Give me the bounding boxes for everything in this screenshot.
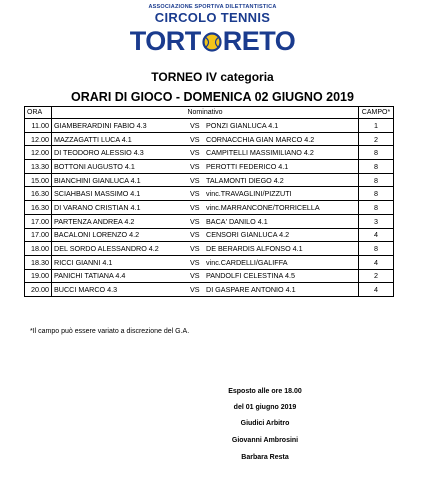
cell-campo: 1 bbox=[359, 119, 394, 133]
header-ora: ORA bbox=[25, 107, 52, 119]
tournament-title: TORNEO IV categoria bbox=[151, 70, 274, 84]
cell-player1: SCIAHBASI MASSIMO 4.1 bbox=[52, 187, 189, 201]
club-name: CIRCOLO TENNIS bbox=[154, 10, 271, 25]
cell-ora: 17.00 bbox=[25, 214, 52, 228]
court-note: *Il campo può essere variato a discrezione del G.A. bbox=[30, 328, 190, 335]
table-row bbox=[25, 283, 394, 297]
cell-player2: PEROTTI FEDERICO 4.1 bbox=[204, 160, 359, 174]
cell-player1: PARTENZA ANDREA 4.2 bbox=[52, 214, 189, 228]
cell-campo: 8 bbox=[359, 201, 394, 215]
cell-ora: 16.30 bbox=[25, 201, 52, 215]
cell-vs: VS bbox=[188, 255, 204, 269]
cell-campo: 3 bbox=[359, 214, 394, 228]
cell-vs: VS bbox=[188, 214, 204, 228]
cell-player1: DI TEODORO ALESSIO 4.3 bbox=[52, 146, 189, 160]
table-row bbox=[25, 228, 394, 242]
tennis-ball-icon bbox=[202, 31, 222, 53]
cell-campo: 2 bbox=[359, 132, 394, 146]
cell-player2: vinc.TRAVAGLINI/PIZZUTI bbox=[204, 187, 359, 201]
cell-vs: VS bbox=[188, 132, 204, 146]
cell-player2: vinc.MARRANCONE/TORRICELLA bbox=[204, 201, 359, 215]
cell-ora: 12.00 bbox=[25, 146, 52, 160]
cell-player2: DI GASPARE ANTONIO 4.1 bbox=[204, 283, 359, 297]
association-label: ASSOCIAZIONE SPORTIVA DILETTANTISTICA bbox=[148, 4, 277, 10]
cell-player1: BACALONI LORENZO 4.2 bbox=[52, 228, 189, 242]
cell-player2: TALAMONTI DIEGO 4.2 bbox=[204, 173, 359, 187]
cell-campo: 2 bbox=[359, 269, 394, 283]
cell-player1: BUCCI MARCO 4.3 bbox=[52, 283, 189, 297]
cell-player2: PANDOLFI CELESTINA 4.5 bbox=[204, 269, 359, 283]
cell-ora: 18.00 bbox=[25, 242, 52, 256]
referees-label: Giudici Arbitro bbox=[240, 420, 290, 427]
cell-player1: MAZZAGATTI LUCA 4.1 bbox=[52, 132, 189, 146]
cell-player2: CAMPITELLI MASSIMILIANO 4.2 bbox=[204, 146, 359, 160]
cell-player1: DI VARANO CRISTIAN 4.1 bbox=[52, 201, 189, 215]
cell-vs: VS bbox=[188, 269, 204, 283]
table-row bbox=[25, 132, 394, 146]
table-row bbox=[25, 214, 394, 228]
cell-player2: BACA' DANILO 4.1 bbox=[204, 214, 359, 228]
table-header-row bbox=[25, 107, 394, 119]
table-row bbox=[25, 146, 394, 160]
cell-campo: 8 bbox=[359, 242, 394, 256]
cell-player1: GIAMBERARDINI FABIO 4.3 bbox=[52, 119, 189, 133]
cell-ora: 11.00 bbox=[25, 119, 52, 133]
cell-vs: VS bbox=[188, 173, 204, 187]
club-logo bbox=[0, 4, 425, 55]
cell-vs: VS bbox=[188, 146, 204, 160]
cell-ora: 12.00 bbox=[25, 132, 52, 146]
table-row bbox=[25, 201, 394, 215]
table-row bbox=[25, 160, 394, 174]
town-wordmark bbox=[0, 28, 425, 55]
cell-campo: 8 bbox=[359, 146, 394, 160]
cell-player2: PONZI GIANLUCA 4.1 bbox=[204, 119, 359, 133]
table-row bbox=[25, 173, 394, 187]
cell-ora: 18.30 bbox=[25, 255, 52, 269]
referee-name-2: Barbara Resta bbox=[241, 454, 289, 461]
cell-player2: vinc.CARDELLI/GALIFFA bbox=[204, 255, 359, 269]
cell-vs: VS bbox=[188, 201, 204, 215]
cell-player2: DE BERARDIS ALFONSO 4.1 bbox=[204, 242, 359, 256]
cell-vs: VS bbox=[188, 228, 204, 242]
cell-player1: DEL SORDO ALESSANDRO 4.2 bbox=[52, 242, 189, 256]
cell-campo: 8 bbox=[359, 160, 394, 174]
referee-name-1: Giovanni Ambrosini bbox=[231, 437, 299, 444]
cell-player1: BOTTONI AUGUSTO 4.1 bbox=[52, 160, 189, 174]
cell-player1: RICCI GIANNI 4.1 bbox=[52, 255, 189, 269]
cell-ora: 20.00 bbox=[25, 283, 52, 297]
cell-vs: VS bbox=[188, 160, 204, 174]
cell-vs: VS bbox=[188, 283, 204, 297]
cell-player2: CORNACCHIA GIAN MARCO 4.2 bbox=[204, 132, 359, 146]
table-row bbox=[25, 119, 394, 133]
cell-player1: PANICHI TATIANA 4.4 bbox=[52, 269, 189, 283]
cell-ora: 19.00 bbox=[25, 269, 52, 283]
cell-campo: 4 bbox=[359, 228, 394, 242]
cell-vs: VS bbox=[188, 119, 204, 133]
header-campo: CAMPO* bbox=[359, 107, 394, 119]
town-right: RETO bbox=[222, 26, 296, 56]
posted-time: Esposto alle ore 18.00 bbox=[228, 388, 302, 395]
cell-vs: VS bbox=[188, 187, 204, 201]
town-left: TORT bbox=[129, 26, 201, 56]
cell-ora: 16.30 bbox=[25, 187, 52, 201]
cell-campo: 8 bbox=[359, 173, 394, 187]
cell-campo: 8 bbox=[359, 187, 394, 201]
posted-date: del 01 giugno 2019 bbox=[233, 404, 297, 411]
cell-campo: 4 bbox=[359, 255, 394, 269]
cell-vs: VS bbox=[188, 242, 204, 256]
cell-ora: 17.00 bbox=[25, 228, 52, 242]
cell-campo: 4 bbox=[359, 283, 394, 297]
table-row bbox=[25, 242, 394, 256]
schedule-title: ORARI DI GIOCO - DOMENICA 02 GIUGNO 2019 bbox=[71, 90, 354, 104]
schedule-table bbox=[24, 106, 394, 297]
cell-player2: CENSORI GIANLUCA 4.2 bbox=[204, 228, 359, 242]
cell-player1: BIANCHINI GIANLUCA 4.1 bbox=[52, 173, 189, 187]
header-nominativo: Nominativo bbox=[52, 107, 359, 119]
cell-ora: 15.00 bbox=[25, 173, 52, 187]
table-row bbox=[25, 269, 394, 283]
cell-ora: 13.30 bbox=[25, 160, 52, 174]
table-row bbox=[25, 187, 394, 201]
table-row bbox=[25, 255, 394, 269]
